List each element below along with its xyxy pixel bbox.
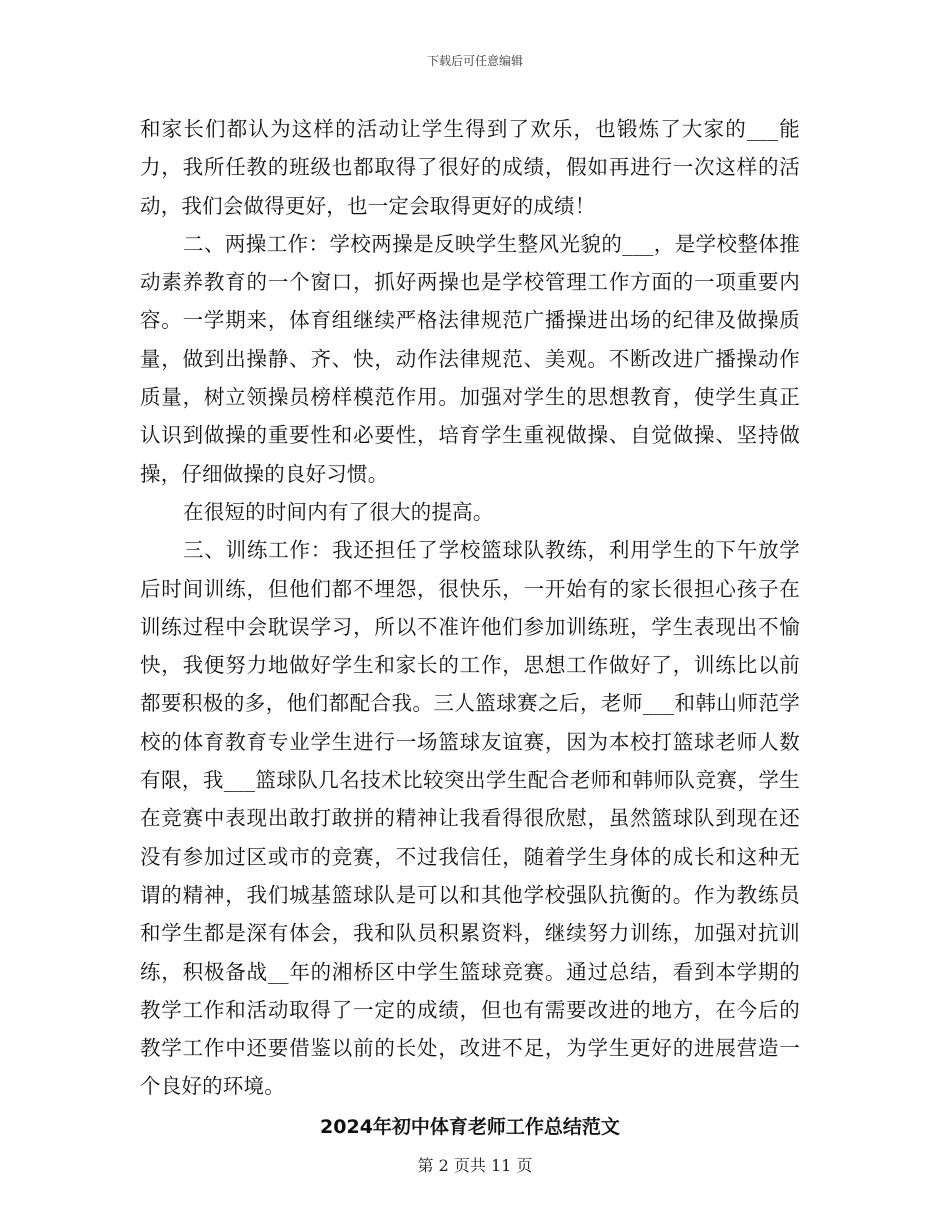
- paragraph-exercise-work: 二、两操工作：学校两操是反映学生整风光貌的___，是学校整体推动素养教育的一个窗口，抓好两操也是学校管理工作方面的一项重要内容。一学期来，体育组继续严格法律规范广播操进出场的纪律及做操质量，做到出操静、齐、快，动作法律规范、美观。不断改进广播操动作质量，树立领操员榜样模范作用。加强对学生的思想教育，使学生真正认识到做操的重要性和必要性，培育学生重视做操、自觉做操、坚持做操，仔细做操的良好习惯。: [140, 231, 800, 486]
- paragraph-continuation: 和家长们都认为这样的活动让学生得到了欢乐，也锻炼了大家的___能力，我所任教的班级也都取得了很好的成绩，假如再进行一次这样的活动，我们会做得更好，也一定会取得更好的成绩！: [140, 117, 800, 218]
- paragraph-improvement: 在很短的时间内有了很大的提高。: [183, 499, 494, 524]
- page-header-note: 下载后可任意编辑: [426, 54, 523, 68]
- paragraph-training-work: 三、训练工作：我还担任了学校篮球队教练，利用学生的下午放学后时间训练，但他们都不埋怨，很快乐，一开始有的家长很担心孩子在训练过程中会耽误学习，所以不准许他们参加训练班，学生表现出不愉快，我便努力地做好学生和家长的工作，思想工作做好了，训练比以前都要积极的多，他们都配合我。三人篮球赛之后，老师___和韩山师范学校的体育教育专业学生进行一场篮球友谊赛，因为本校打篮球老师人数有限，我___篮球队几名技术比较突出学生配合老师和韩师队竞赛，学生在竞赛中表现出敢打敢拼的精神让我看得很欣慰，虽然篮球队到现在还没有参加过区或市的竞赛，不过我信任，随着学生身体的成长和这种无谓的精神，我们城基篮球队是可以和其他学校强队抗衡的。作为教练员和学生都是深有体会，我和队员积累资料，继续努力训练，加强对抗训练，积极备战__年的湘桥区中学生篮球竞赛。通过总结，看到本学期的教学工作和活动取得了一定的成绩，但也有需要改进的地方，在今后的教学工作中还要借鉴以前的长处，改进不足，为学生更好的进展营造一个良好的环境。: [140, 538, 800, 1099]
- document-body: [140, 110, 800, 1146]
- page-number: 第 2 页共 11 页: [417, 1156, 533, 1175]
- section-title: 2024年初中体育老师工作总结范文: [320, 1115, 620, 1138]
